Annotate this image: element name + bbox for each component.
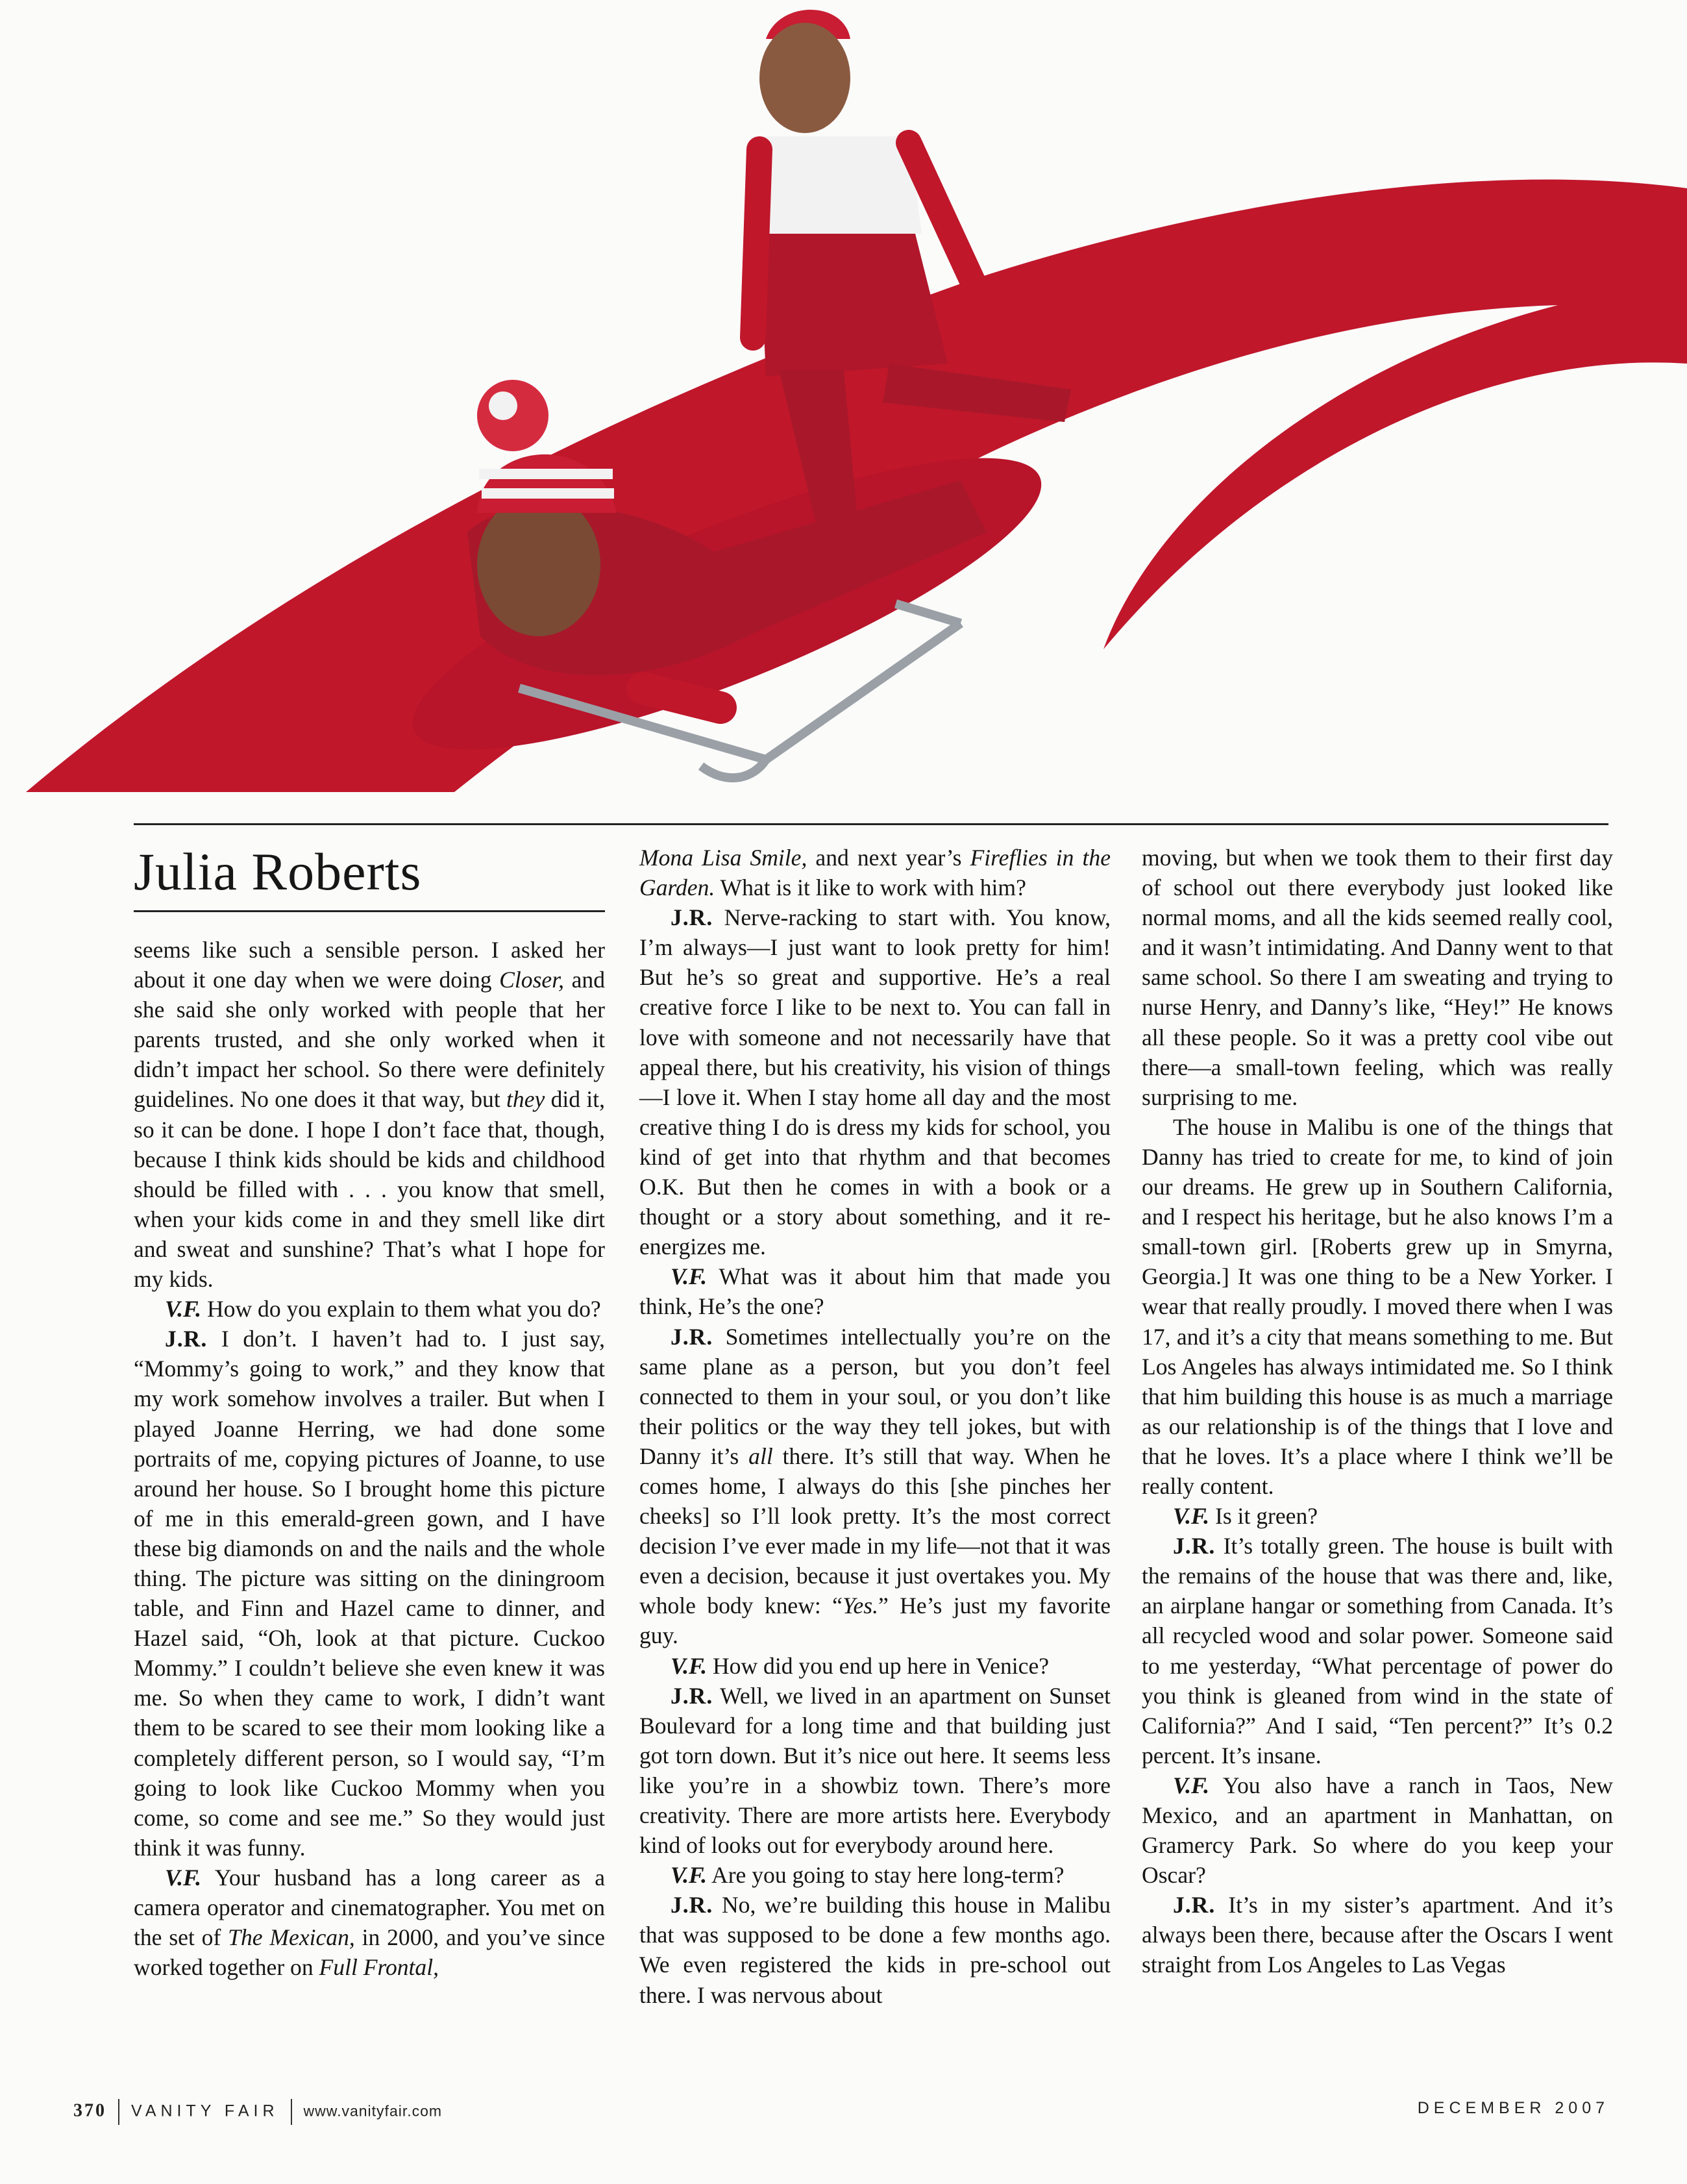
answer: J.R. No, we’re building this house in Malibu that was supposed to be done a few months ago. We even registered the kids in pre-school out there. I was nervous about [639,1892,1111,2008]
question: V.F. How did you end up here in Venice? [671,1652,1050,1679]
paragraph: seems like such a sensible person. I asked her about it one day when we were doing Closer, and she said she only worked with people that her parents trusted, and she only worked when it didn’t impact her school. So there were definitely guidelines. No one does it that way, but they did it, so it can be done. I hope I don’t face that, though, because I think kids should be kids and childhood should be filled with . . . you know that smell, when your kids come in and they smell like dirt and sweat and sunshine? That’s what I hope for my kids. [134,937,606,1293]
paragraph: Mona Lisa Smile, and next year’s Fireflies in the Garden. What is it like to work with him? [639,845,1111,901]
footer-divider [118,2099,119,2125]
question: V.F. Are you going to stay here long-term? [671,1862,1065,1889]
page-number: 370 [73,2100,106,2121]
question: V.F. You also have a ranch in Taos, New Mexico, and an apartment in Manhattan, on Gramercy Park. So where do you keep your Oscar? [1142,1772,1613,1889]
page-title: Julia Roberts [134,842,422,901]
question: V.F. Is it green? [1173,1503,1318,1530]
title-rule [134,910,605,912]
magazine-url: www.vanityfair.com [303,2102,443,2120]
issue-date: DECEMBER 2007 [1417,2099,1609,2117]
magazine-name: VANITY FAIR [131,2102,279,2120]
paragraph: moving, but when we took them to their first day of school out there everybody just looked like normal moms, and all the kids seemed really cool, and it wasn’t intimidating. And Danny went to that same school. So there I am sweating and trying to nurse Henry, and Danny’s like, “Hey!” He knows all these people. So it was a pretty cool vibe out there—a small-town feeling, which was really surprising to me. [1142,845,1613,1110]
article-column-3 [1142,843,1613,1980]
top-rule [134,823,1608,825]
answer: J.R. It’s in my sister’s apartment. And it’s always been there, because after the Oscars I went straight from Los Angeles to Las Vegas [1142,1892,1613,1978]
answer: J.R. It’s totally green. The house is built with the remains of the house that was there and, like, an airplane hangar or something from Canada. It’s all recycled wood and solar power. Someone said to me yesterday, “What percentage of power do you think is gleaned from wind in the state of California?” And I said, “Ten percent?” It’s 0.2 percent. It’s insane. [1142,1533,1613,1768]
answer: J.R. Nerve-racking to start with. You know, I’m always—I just want to look pretty for him! But he’s so great and supportive. He’s a real creative force I like to be next to. You can fall in love with someone and not necessarily have that appeal there, but his creativity, his vision of things—I love it. When I stay home all day and the most creative thing I do is dress my kids for school, you kind of get into that rhythm and that becomes O.K. But then he comes in with a book or a thought or a story about something, and it re-energizes me. [639,904,1111,1260]
sled-photo [0,0,1687,799]
page-footer-left [73,2099,442,2125]
footer-divider [291,2099,292,2125]
article-column-1 [134,935,605,1982]
article-column-2 [639,843,1111,2010]
answer: J.R. Sometimes intellectually you’re on the same plane as a person, but you don’t feel connected to them in your soul, or you don’t like their politics or the way they tell jokes, but with Danny it’s all there. It’s still that way. When he comes home, I always do this [she pinches her cheeks] so I’ll look pretty. It’s the most correct decision I’ve ever made in my life—not that it was even a decision, because it just overtakes you. My whole body knew: “Yes.” He’s just my favorite guy. [639,1323,1111,1649]
question: V.F. Your husband has a long career as a camera operator and cinematographer. You met on the set of The Mexican, in 2000, and you’ve since worked together on Full Frontal, [134,1864,605,1981]
answer: J.R. I don’t. I haven’t had to. I just say, “Mommy’s going to work,” and they know that my work somehow involves a trailer. But when I played Joanne Herring, we had done some portraits of me, copying pictures of Joanne, to use around her house. So I brought home this picture of me in this emerald-green gown, and I have these big diamonds on and the nails and the whole thing. The picture was sitting on the diningroom table, and Finn and Hazel came to dinner, and Hazel said, “Oh, look at that picture. Cuckoo Mommy.” I couldn’t believe she even knew it was me. So when they came to work, I didn’t want them to be scared to see their mom looking like a completely different person, so I would say, “I’m going to look like Cuckoo Mommy when you come, so come and see me.” So they would just think it was funny. [134,1326,605,1861]
question: V.F. What was it about him that made you think, He’s the one? [639,1263,1111,1320]
question: V.F. How do you explain to them what you do? [165,1296,601,1322]
paragraph: The house in Malibu is one of the things that Danny has tried to create for me, to kind of join our dreams. He grew up in Southern California, and I respect his heritage, but he also knows I’m a small-town girl. [Roberts grew up in Smyrna, Georgia.] It was one thing to be a New Yorker. I wear that really proudly. I moved there when I was 17, and it’s a city that means something to me. But Los Angeles has always intimidated me. So I think that him building this house is as much a marriage as our relationship is of the things that I love and that he loves. It’s a place where I think we’ll be really content. [1142,1113,1613,1499]
answer: J.R. Well, we lived in an apartment on Sunset Boulevard for a long time and that building just got torn down. But it’s nice out here. It seems less like you’re in a showbiz town. There’s more creativity. There are more artists here. Everybody kind of looks out for everybody around here. [639,1682,1111,1859]
